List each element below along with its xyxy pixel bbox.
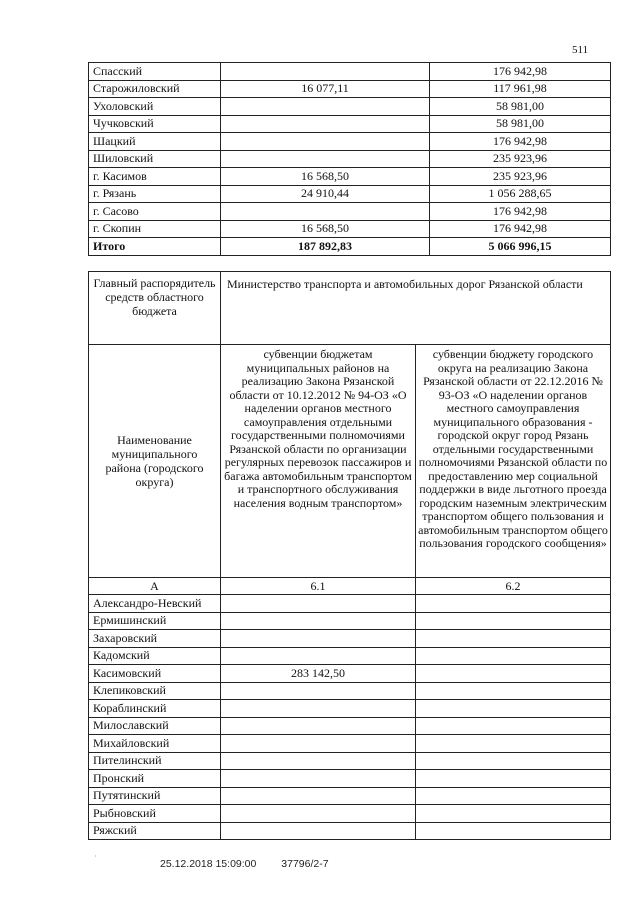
value-cell — [416, 682, 611, 700]
value-cell: 176 942,98 — [430, 133, 611, 151]
value-cell — [416, 822, 611, 840]
municipality-name: Ухоловский — [89, 98, 221, 116]
value-cell — [416, 752, 611, 770]
footer-doc-id: 37796/2-7 — [281, 858, 329, 870]
table-row — [89, 115, 611, 133]
value-cell — [416, 787, 611, 805]
total-label: Итого — [89, 238, 221, 256]
value-cell — [221, 787, 416, 805]
scan-mark: · — [94, 852, 97, 861]
header-row-distributor — [89, 272, 611, 345]
column-index-6-2: 6.2 — [416, 578, 611, 595]
value-cell — [416, 665, 611, 683]
table-row — [89, 133, 611, 151]
municipality-name: Старожиловский — [89, 80, 221, 98]
subvention-6-1-description: субвенции бюджетам муниципальных районов на реализацию Закона Рязанской области от 10.12.2012 № 94-ОЗ «О наделении органов местного самоуправления отдельными государственными полномочиями Рязанской области по организации регулярных перевозок пассажиров и багажа автомобильным транспортом и транспортного обслуживания населения водным транспортом» — [221, 345, 416, 578]
value-cell: 117 961,98 — [430, 80, 611, 98]
value-cell — [416, 735, 611, 753]
column-index-a: А — [89, 578, 221, 595]
value-cell — [416, 612, 611, 630]
municipality-name: Путятинский — [89, 787, 221, 805]
municipality-name: Спасский — [89, 63, 221, 81]
municipality-name: г. Скопин — [89, 220, 221, 238]
table-row — [89, 682, 611, 700]
value-cell: 235 923,96 — [430, 168, 611, 186]
table-row — [89, 98, 611, 116]
municipality-name: Рыбновский — [89, 805, 221, 823]
value-cell — [221, 717, 416, 735]
table-row — [89, 80, 611, 98]
municipality-name: Александро-Невский — [89, 595, 221, 613]
table-row — [89, 717, 611, 735]
value-cell — [416, 770, 611, 788]
value-cell — [221, 133, 430, 151]
value-cell — [221, 98, 430, 116]
municipality-name: Захаровский — [89, 630, 221, 648]
value-cell — [221, 115, 430, 133]
value-cell — [221, 735, 416, 753]
value-cell: 176 942,98 — [430, 220, 611, 238]
municipality-name: Шацкий — [89, 133, 221, 151]
value-cell — [416, 647, 611, 665]
value-cell — [221, 770, 416, 788]
value-cell: 58 981,00 — [430, 98, 611, 116]
municipality-name: г. Сасово — [89, 203, 221, 221]
municipality-name: Касимовский — [89, 665, 221, 683]
footer — [160, 858, 351, 870]
value-cell: 24 910,44 — [221, 185, 430, 203]
municipality-name: Пителинский — [89, 752, 221, 770]
value-cell: 235 923,96 — [430, 150, 611, 168]
value-cell — [416, 595, 611, 613]
table-row — [89, 63, 611, 81]
column-index-row — [89, 578, 611, 595]
subvention-6-2-description: субвенции бюджету городского округа на реализацию Закона Рязанской области от 22.12.2016 № 93-ОЗ «О наделении органов местного самоуправления муниципального образования - городской округ город Рязань отдельными государственными полномочиями Рязанской области по предоставлению мер социальной поддержки в виде льготного проезда городским наземным электрическим транспортом общего пользования и автомобильным транспортом общего пользования городского сообщения» — [416, 345, 611, 578]
municipality-name: Кадомский — [89, 647, 221, 665]
table-row — [89, 630, 611, 648]
value-cell — [221, 63, 430, 81]
table-row — [89, 787, 611, 805]
table-row — [89, 752, 611, 770]
table-row — [89, 150, 611, 168]
value-cell — [416, 630, 611, 648]
municipality-column-label: Наименование муниципального района (городского округа) — [89, 345, 221, 578]
page-number: 511 — [572, 44, 589, 56]
municipality-name: Клепиковский — [89, 682, 221, 700]
value-cell — [221, 647, 416, 665]
value-cell — [221, 822, 416, 840]
value-cell — [221, 630, 416, 648]
total-row — [89, 238, 611, 256]
table-row — [89, 665, 611, 683]
value-cell — [221, 805, 416, 823]
footer-datetime: 25.12.2018 15:09:00 — [160, 858, 257, 870]
table-row — [89, 168, 611, 186]
value-cell — [416, 700, 611, 718]
value-cell — [221, 752, 416, 770]
value-cell: 58 981,00 — [430, 115, 611, 133]
municipality-name: Михайловский — [89, 735, 221, 753]
municipality-name: Чучковский — [89, 115, 221, 133]
table-row — [89, 805, 611, 823]
municipality-name: г. Рязань — [89, 185, 221, 203]
value-cell: 16 568,50 — [221, 168, 430, 186]
municipality-name: Пронский — [89, 770, 221, 788]
municipality-name: Ермишинский — [89, 612, 221, 630]
value-cell: 16 077,11 — [221, 80, 430, 98]
table-row — [89, 185, 611, 203]
table-row — [89, 700, 611, 718]
value-cell — [221, 682, 416, 700]
total-value: 5 066 996,15 — [430, 238, 611, 256]
value-cell: 176 942,98 — [430, 63, 611, 81]
table-row — [89, 735, 611, 753]
total-value: 187 892,83 — [221, 238, 430, 256]
value-cell — [221, 700, 416, 718]
value-cell — [221, 150, 430, 168]
municipality-name: Ряжский — [89, 822, 221, 840]
municipality-name: Кораблинский — [89, 700, 221, 718]
table-row — [89, 822, 611, 840]
table-row — [89, 647, 611, 665]
table-row — [89, 612, 611, 630]
ministry-name: Министерство транспорта и автомобильных дорог Рязанской области — [221, 272, 611, 345]
value-cell: 176 942,98 — [430, 203, 611, 221]
header-row-description — [89, 345, 611, 578]
table-row — [89, 220, 611, 238]
value-cell — [416, 805, 611, 823]
top-summary-table — [88, 62, 611, 256]
transport-subventions-table — [88, 271, 611, 840]
value-cell — [221, 203, 430, 221]
value-cell — [221, 612, 416, 630]
table-row — [89, 595, 611, 613]
table-row — [89, 203, 611, 221]
value-cell — [221, 595, 416, 613]
column-index-6-1: 6.1 — [221, 578, 416, 595]
value-cell — [416, 717, 611, 735]
municipality-name: г. Касимов — [89, 168, 221, 186]
value-cell: 16 568,50 — [221, 220, 430, 238]
value-cell: 1 056 288,65 — [430, 185, 611, 203]
municipality-name: Шиловский — [89, 150, 221, 168]
distributor-label: Главный распорядитель средств областного бюджета — [89, 272, 221, 345]
municipality-name: Милославский — [89, 717, 221, 735]
table-row — [89, 770, 611, 788]
value-cell: 283 142,50 — [221, 665, 416, 683]
